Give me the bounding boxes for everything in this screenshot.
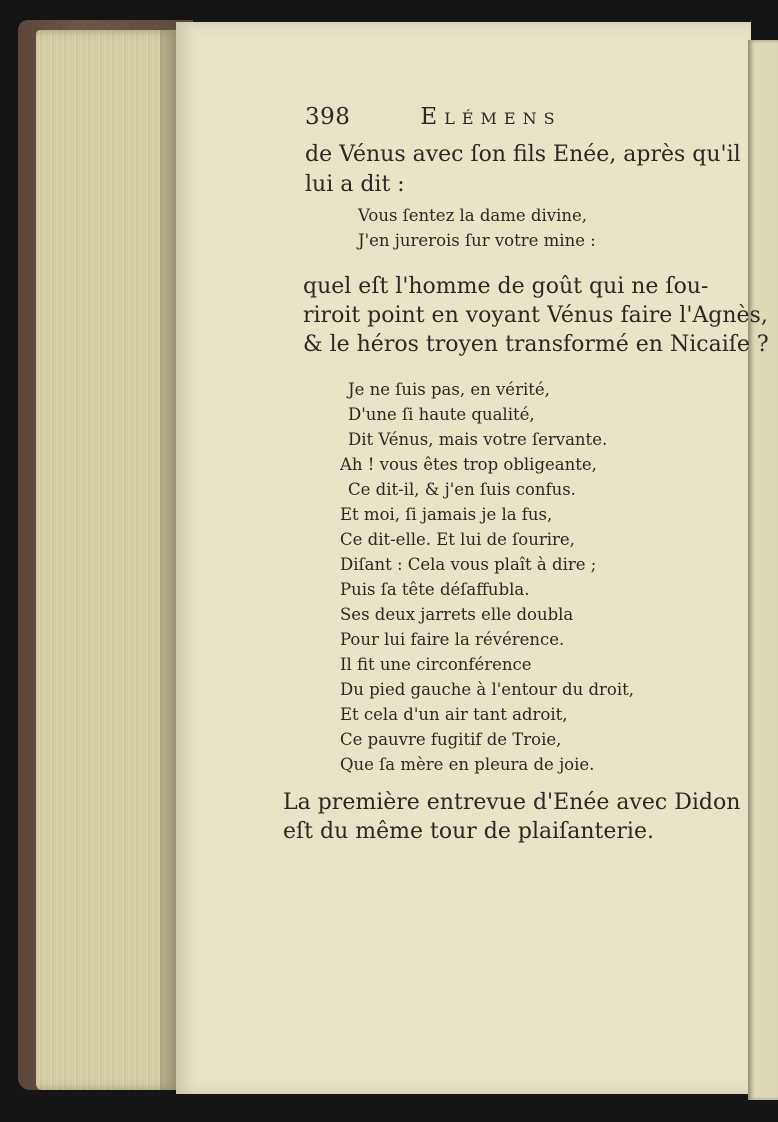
verse-line: Pour lui faire la révérence.: [340, 630, 565, 649]
paragraph-2: [303, 272, 769, 359]
verse-line: Ce pauvre fugitif de Troie,: [340, 730, 562, 749]
verse-line: Diſant : Cela vous plaît à dire ;: [340, 555, 597, 574]
verse-line: Ses deux jarrets elle doubla: [340, 605, 574, 624]
next-page-edge: [748, 40, 778, 1100]
running-title: Elémens: [420, 104, 562, 130]
page-number: 398: [305, 104, 351, 130]
verse-line: Que ſa mère en pleura de joie.: [340, 755, 595, 774]
verse-line: Et moi, ſi jamais je la fus,: [340, 505, 553, 524]
text-line: La première entrevue d'Enée avec Didon: [283, 790, 741, 815]
text-line: eſt du même tour de plaiſanterie.: [283, 819, 654, 844]
verse-line: Puis ſa tête déſaffubla.: [340, 580, 530, 599]
text-line: & le héros troyen transformé en Nicaiſe ?: [303, 332, 769, 357]
verse-line: Et cela d'un air tant adroit,: [340, 705, 568, 724]
page-edges: [36, 30, 176, 1090]
text-line: lui a dit :: [305, 172, 405, 197]
verse-line: Ce dit-il, & j'en ſuis confus.: [348, 480, 576, 499]
verse-line: J'en jurerois ſur votre mine :: [358, 231, 596, 250]
text-line: quel eſt l'homme de goût qui ne ſou-: [303, 274, 709, 299]
text-line: de Vénus avec ſon fils Enée, après qu'il: [305, 142, 741, 167]
verse-line: Ce dit-elle. Et lui de ſourire,: [340, 530, 575, 549]
verse-line: Vous ſentez la dame divine,: [358, 206, 587, 225]
verse-line: Dit Vénus, mais votre ſervante.: [348, 430, 608, 449]
verse-line: Je ne ſuis pas, en vérité,: [348, 380, 550, 399]
verse-line: D'une ſi haute qualité,: [348, 405, 535, 424]
verse-line: Ah ! vous êtes trop obligeante,: [340, 455, 597, 474]
text-line: riroit point en voyant Vénus faire l'Agnès,: [303, 303, 768, 328]
paragraph-3: [283, 788, 740, 846]
verse-2: [340, 377, 634, 777]
verse-line: Du pied gauche à l'entour du droit,: [340, 680, 634, 699]
verse-1: [358, 203, 596, 253]
page-header: [305, 104, 562, 130]
verse-line: Il fit une circonférence: [340, 655, 532, 674]
paragraph-1: [305, 140, 741, 200]
